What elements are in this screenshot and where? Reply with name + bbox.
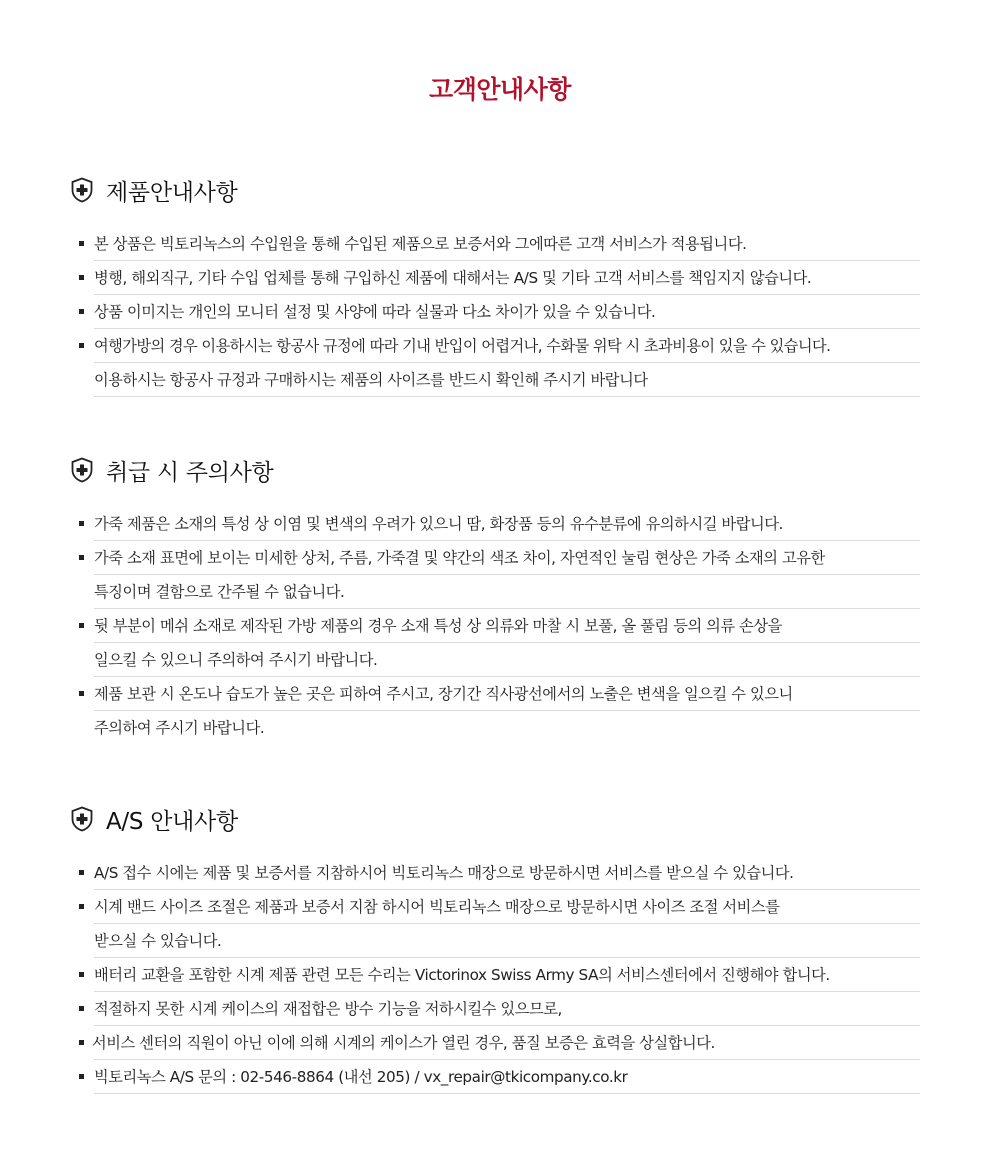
bullet-icon [79,343,84,348]
list-item: 빅토리녹스 A/S 문의 : 02-546-8864 (내선 205) / vx_repair@tkicompany.co.kr [94,1060,920,1094]
list-item: 가죽 소재 표면에 보이는 미세한 상처, 주름, 가죽결 및 약간의 색조 차이, 자연적인 눌림 현상은 가죽 소재의 고유한 [94,541,920,575]
section-title: 취급 시 주의사항 [106,459,274,486]
bullet-icon [79,1074,84,1079]
list-item-continuation: 받으실 수 있습니다. [94,924,920,958]
bullet-icon [79,904,84,909]
section-title: 제품안내사항 [106,179,238,206]
list-item-continuation: 이용하시는 항공사 규정과 구매하시는 제품의 사이즈를 반드시 확인해 주시기 바랍니다 [94,363,920,397]
bullet-icon [79,555,84,560]
bullet-icon [79,870,84,875]
bullet-icon [79,691,84,696]
list-item-continuation: 주의하여 주시기 바랍니다. [94,719,265,737]
list-item: 제품 보관 시 온도나 습도가 높은 곳은 피하여 주시고, 장기간 직사광선에서의 노출은 변색을 일으킬 수 있으니 [94,677,920,711]
victorinox-cross-shield-icon [70,806,94,832]
list-item: 배터리 교환을 포함한 시계 제품 관련 모든 수리는 Victorinox Swiss Army SA의 서비스센터에서 진행해야 합니다. [94,958,920,992]
list-item: 서비스 센터의 직원이 아닌 이에 의해 시계의 케이스가 열린 경우, 품질 보증은 효력을 상실합니다. [94,1026,920,1060]
list-item: A/S 접수 시에는 제품 및 보증서를 지참하시어 빅토리녹스 매장으로 방문하시면 서비스를 받으실 수 있습니다. [94,856,920,890]
bullet-icon [79,275,84,280]
section-heading [70,173,238,207]
bullet-icon [79,521,84,526]
section-title: A/S 안내사항 [106,808,238,835]
bullet-icon [79,309,84,314]
list-item: 가죽 제품은 소재의 특성 상 이염 및 변색의 우려가 있으니 땀, 화장품 등의 유수분류에 유의하시길 바랍니다. [94,507,920,541]
list-item: 상품 이미지는 개인의 모니터 설정 및 사양에 따라 실물과 다소 차이가 있을 수 있습니다. [94,295,920,329]
list-item: 뒷 부분이 메쉬 소재로 제작된 가방 제품의 경우 소재 특성 상 의류와 마찰 시 보풀, 올 풀림 등의 의류 손상을 [94,609,920,643]
bullet-icon [79,623,84,628]
bullet-icon [79,972,84,977]
victorinox-cross-shield-icon [70,177,94,203]
list-item: 병행, 해외직구, 기타 수입 업체를 통해 구입하신 제품에 대해서는 A/S 및 기타 고객 서비스를 책임지지 않습니다. [94,261,920,295]
victorinox-cross-shield-icon [70,457,94,483]
list-item-continuation: 특징이며 결함으로 간주될 수 없습니다. [94,575,920,609]
section-heading [70,453,273,487]
list-item-continuation: 일으킬 수 있으니 주의하여 주시기 바랍니다. [94,643,920,677]
bullet-icon [79,241,84,246]
page-title: 고객안내사항 [429,75,571,104]
list-item: 적절하지 못한 시계 케이스의 재접합은 방수 기능을 저하시킬수 있으므로, [94,992,920,1026]
bullet-icon [79,1006,84,1011]
list-item: 시계 밴드 사이즈 조절은 제품과 보증서 지참 하시어 빅토리녹스 매장으로 방문하시면 사이즈 조절 서비스를 [94,890,920,924]
list-item: 본 상품은 빅토리녹스의 수입원을 통해 수입된 제품으로 보증서와 그에따른 고객 서비스가 적용됩니다. [94,227,920,261]
section-heading [70,802,238,836]
bullet-icon [79,1040,84,1045]
list-item: 여행가방의 경우 이용하시는 항공사 규정에 따라 기내 반입이 어렵거나, 수화물 위탁 시 초과비용이 있을 수 있습니다. [94,329,920,363]
